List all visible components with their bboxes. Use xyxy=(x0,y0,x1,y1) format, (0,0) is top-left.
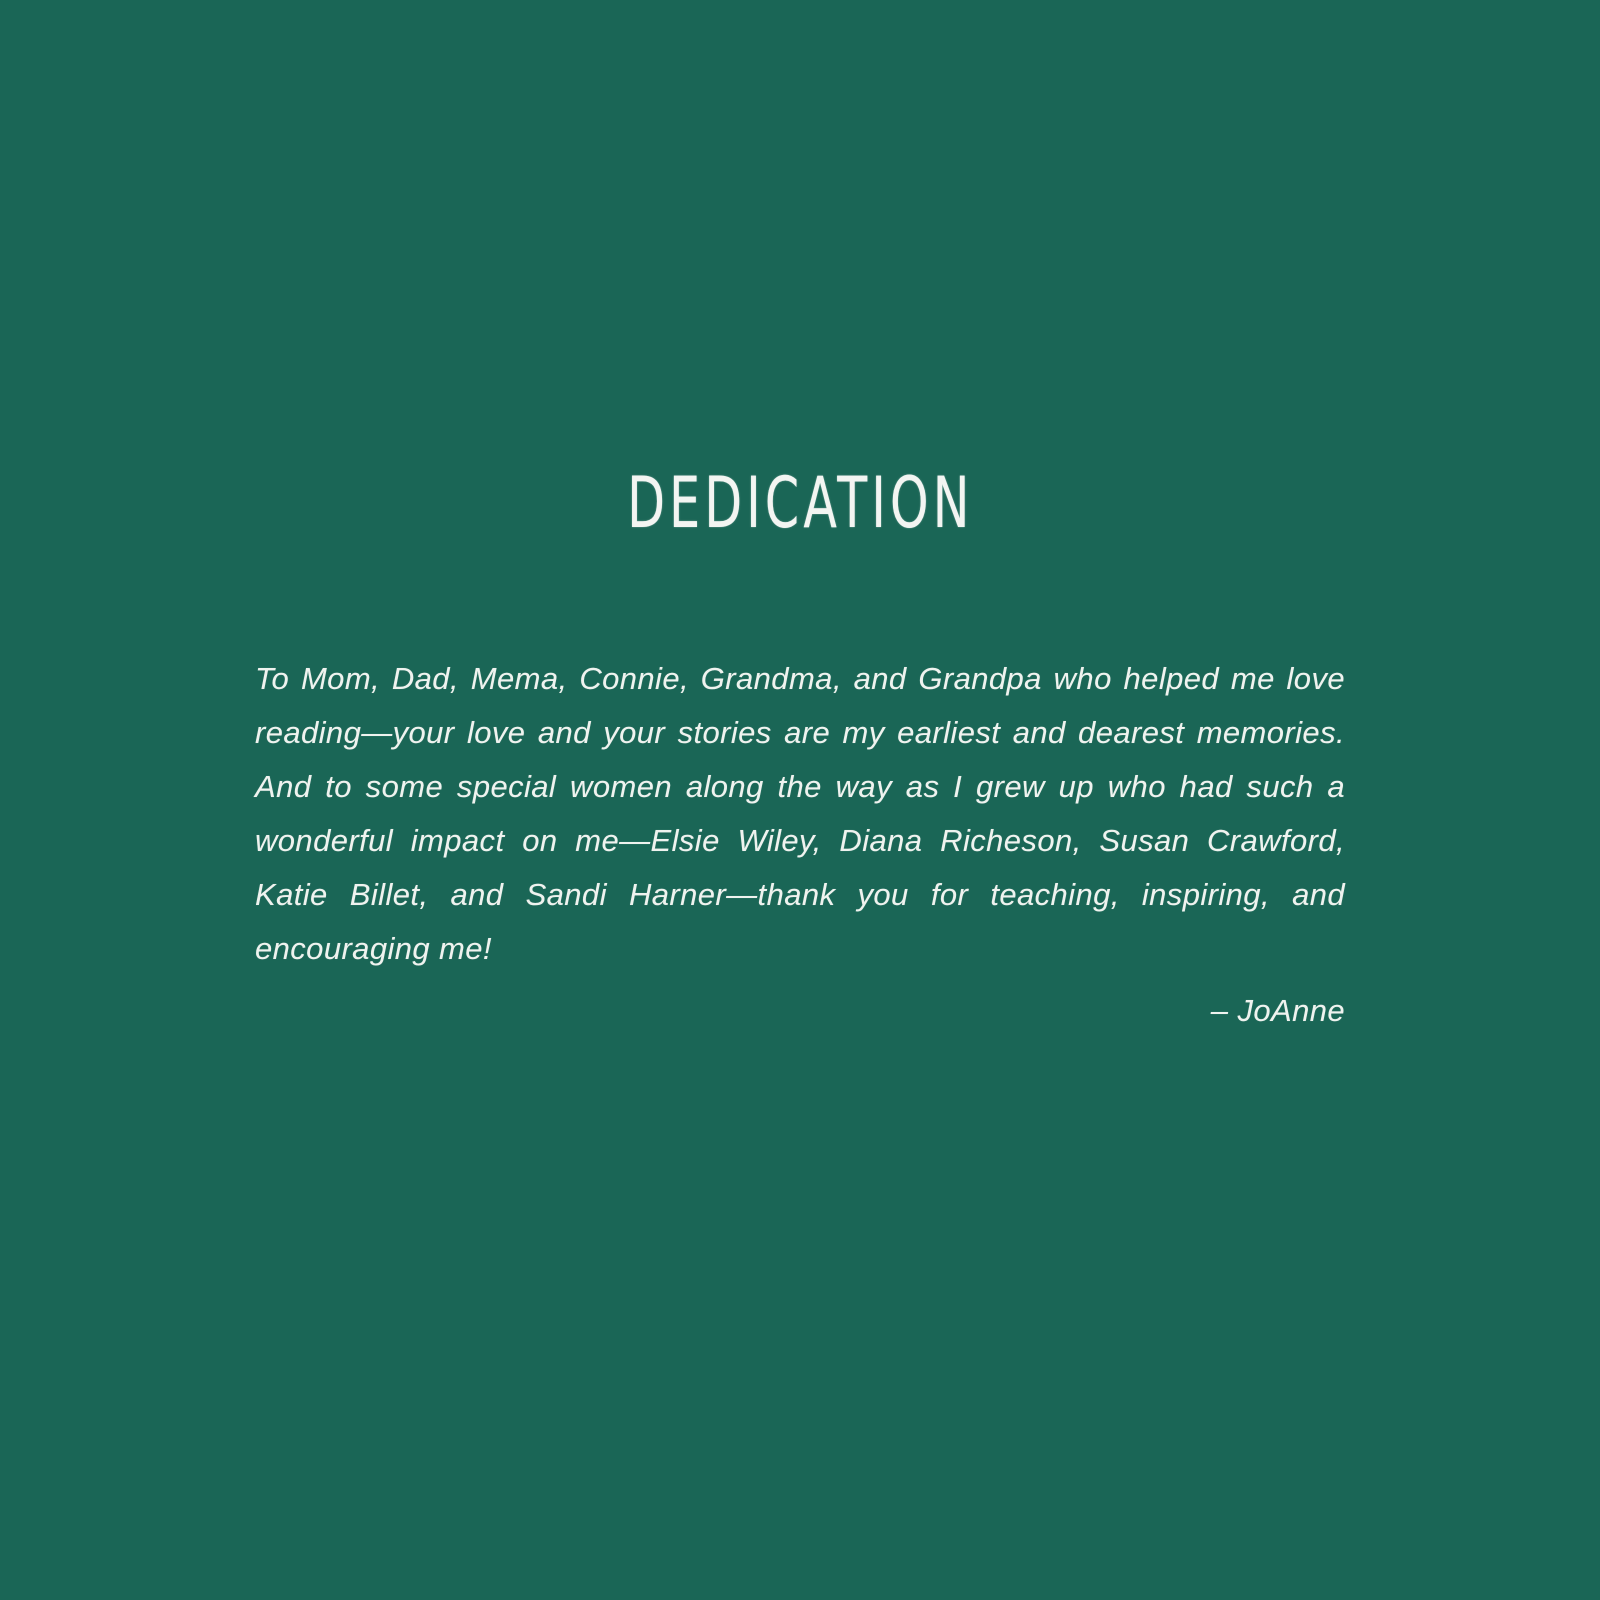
dedication-block xyxy=(255,652,1345,1038)
page-title xyxy=(0,462,1600,544)
signature: – JoAnne xyxy=(1210,993,1345,1028)
page-title-text: DEDICATION xyxy=(626,462,974,544)
dedication-paragraph: To Mom, Dad, Mema, Connie, Grandma, and Grandpa who helped me love reading—your love and your stories are my earliest and dearest memories. And to some special women along the way as I grew up who had such a wonderful impact on me—Elsie Wiley, Diana Richeson, Susan Crawford, Katie Billet, and Sandi Harner—thank you for teaching, inspiring, and encouraging me! xyxy=(255,661,1345,966)
